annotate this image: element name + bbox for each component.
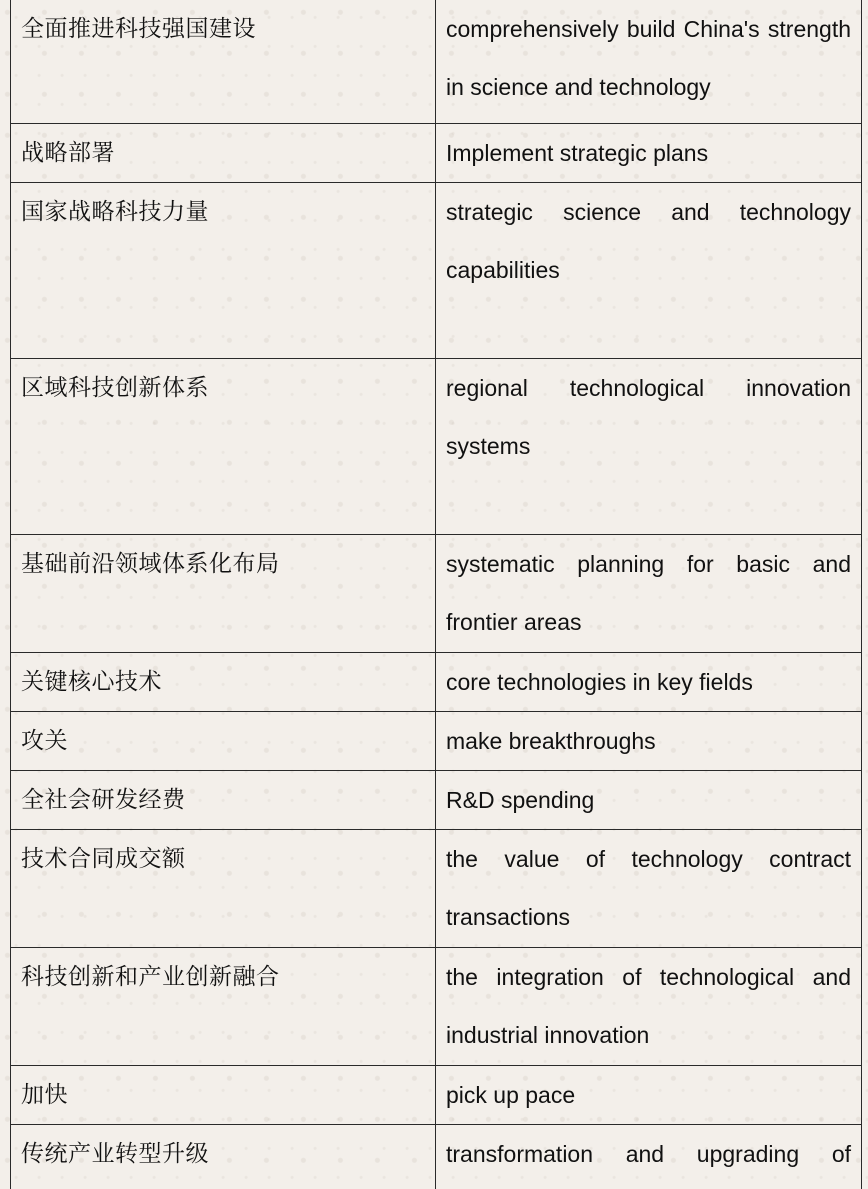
table-row xyxy=(11,712,862,771)
english-translation: R&D spending xyxy=(436,771,862,830)
chinese-term: 加快 xyxy=(11,1066,436,1125)
chinese-term: 传统产业转型升级 xyxy=(11,1125,436,1189)
table-row xyxy=(11,535,862,653)
table-row xyxy=(11,359,862,535)
table-row xyxy=(11,948,862,1066)
english-translation: core technologies in key fields xyxy=(436,653,862,712)
chinese-term: 战略部署 xyxy=(11,124,436,183)
chinese-term: 关键核心技术 xyxy=(11,653,436,712)
glossary-table xyxy=(10,0,862,1189)
table-row xyxy=(11,0,862,124)
english-translation: the integration of technological and industrial innovation xyxy=(436,948,862,1066)
table-row xyxy=(11,771,862,830)
english-translation: strategic science and technology capabilities xyxy=(436,183,862,359)
table-row xyxy=(11,653,862,712)
english-translation: Implement strategic plans xyxy=(436,124,862,183)
table-row xyxy=(11,124,862,183)
english-translation: regional technological innovation systems xyxy=(436,359,862,535)
table-row xyxy=(11,1066,862,1125)
english-translation: pick up pace xyxy=(436,1066,862,1125)
english-translation: comprehensively build China's strength in science and technology xyxy=(436,0,862,124)
chinese-term: 攻关 xyxy=(11,712,436,771)
english-translation: systematic planning for basic and frontier areas xyxy=(436,535,862,653)
chinese-term: 区域科技创新体系 xyxy=(11,359,436,535)
chinese-term: 全面推进科技强国建设 xyxy=(11,0,436,124)
table-row xyxy=(11,830,862,948)
chinese-term: 国家战略科技力量 xyxy=(11,183,436,359)
english-translation: make breakthroughs xyxy=(436,712,862,771)
table-row xyxy=(11,1125,862,1189)
chinese-term: 基础前沿领域体系化布局 xyxy=(11,535,436,653)
chinese-term: 科技创新和产业创新融合 xyxy=(11,948,436,1066)
chinese-term: 全社会研发经费 xyxy=(11,771,436,830)
english-translation: transformation and upgrading of xyxy=(436,1125,862,1189)
english-translation: the value of technology contract transactions xyxy=(436,830,862,948)
chinese-term: 技术合同成交额 xyxy=(11,830,436,948)
table-row xyxy=(11,183,862,359)
